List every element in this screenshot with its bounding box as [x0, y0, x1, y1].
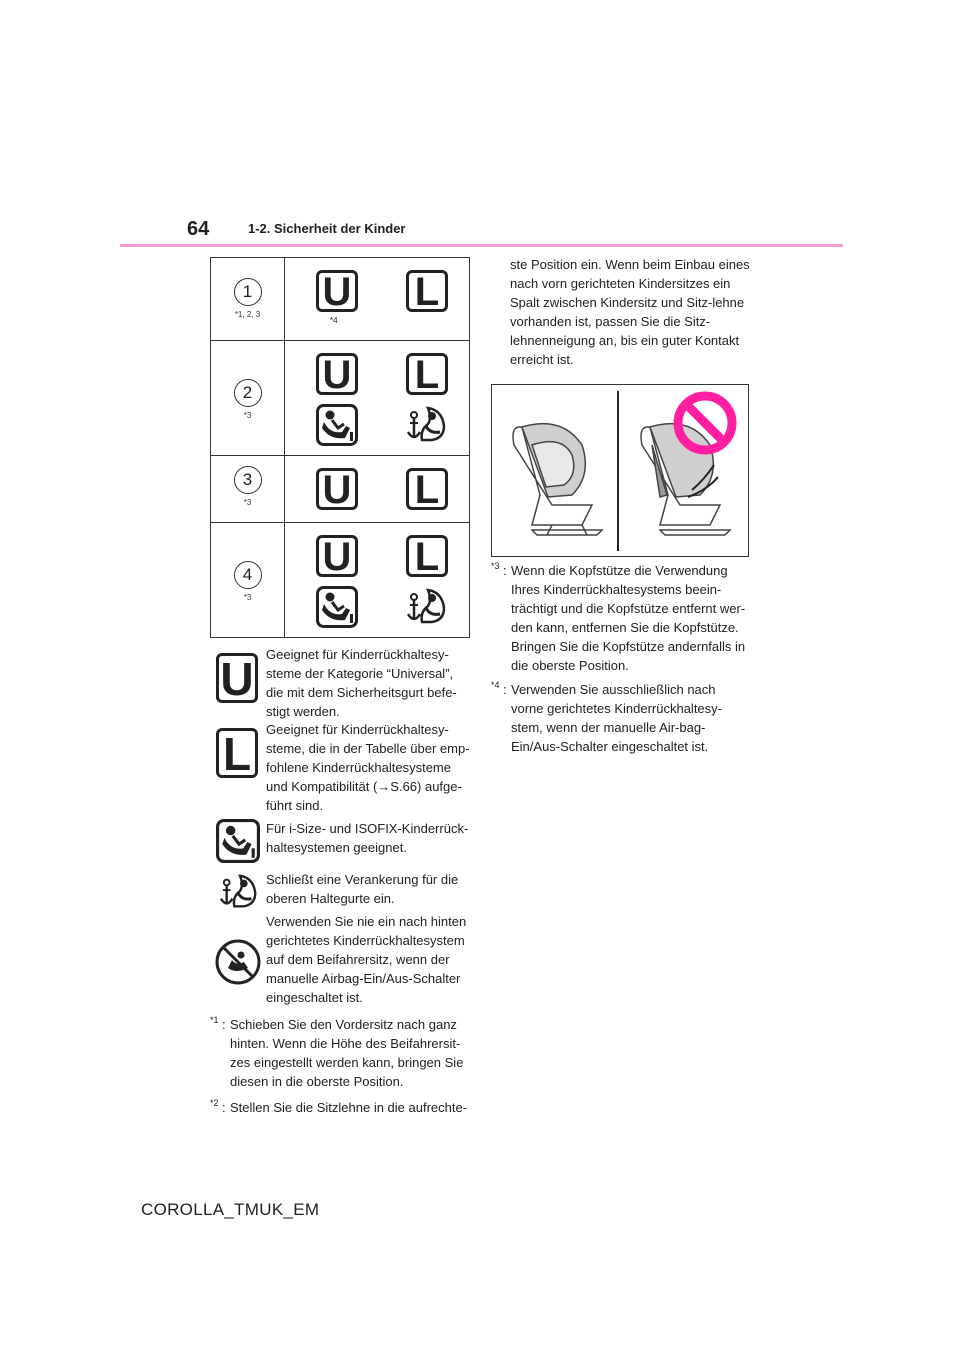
prohibited-rear-facing-seat-icon: [214, 938, 262, 986]
footnote-mark: *3: [491, 561, 500, 571]
legend-prohibited-text: Verwenden Sie nie ein nach hinten gerichtetes Kinderrückhaltesystem auf dem Beifahrersitz, wenn der manuelle Airbag-Ein/Aus-Schalter eingeschaltet ist.: [266, 914, 467, 1005]
position-cell: [211, 258, 285, 341]
icon-cell: [285, 258, 470, 341]
l-category-icon: L: [216, 728, 258, 778]
table-row: [211, 341, 470, 456]
legend-prohibited: [212, 912, 468, 1012]
seat-position-table: [210, 257, 470, 638]
footnote-1: [210, 1015, 475, 1091]
l-category-icon: L: [406, 353, 448, 395]
position-number: 2: [234, 379, 262, 407]
universal-u-icon: U: [316, 270, 358, 312]
universal-u-icon: U: [316, 353, 358, 395]
position-cell: [211, 456, 285, 523]
position-number: 3: [234, 466, 262, 494]
icon-cell: [285, 456, 470, 523]
footnote-text: Wenn die Kopfstütze die Verwendung Ihres Kinderrückhaltesystems beein-trächtigt und die Kopfstütze entfernt wer-den kann, entfernen Sie die Kopfstütze. Bringen Sie die Kopfstütze andernfalls in die oberste Position.: [511, 563, 746, 673]
table-row: [211, 456, 470, 523]
footnote-text: Schieben Sie den Vordersitz nach ganz hinten. Wenn die Höhe des Beifahrersit-zes eingestellt werden kann, bringen Sie diesen in die oberste Position.: [230, 1017, 464, 1089]
footnote-mark: *2: [210, 1098, 219, 1108]
footnote-4: [491, 680, 756, 760]
footnote-colon: :: [503, 563, 507, 578]
footnote-2-continued: ste Position ein. Wenn beim Einbau eines nach vorn gerichteten Kindersitzes ein Spalt zwischen Kindersitz und Sitz-lehne vorhanden ist, passen Sie die Sitz-lehnenneigung an, bis ein guter Kontakt erreicht ist.: [510, 257, 750, 367]
position-notes: *3: [243, 593, 252, 602]
icon-cell: [285, 341, 470, 456]
correct-seat-drawing: [513, 424, 602, 535]
isofix-child-seat-icon: [216, 819, 260, 863]
l-category-icon: L: [406, 270, 448, 312]
footnote-colon: :: [222, 1100, 226, 1115]
legend-l-category: [212, 720, 468, 815]
universal-u-icon: U: [316, 535, 358, 577]
l-category-icon: L: [406, 468, 448, 510]
header-rule: [120, 244, 843, 247]
legend-universal: [212, 645, 468, 720]
table-row: [211, 258, 470, 341]
position-notes: *3: [243, 498, 252, 507]
top-tether-anchor-icon: [218, 872, 262, 912]
footnote-mark: *4: [491, 680, 500, 690]
position-number: 1: [234, 278, 262, 306]
position-number: 4: [234, 561, 262, 589]
position-cell: [211, 341, 285, 456]
isofix-child-seat-icon: [316, 586, 358, 628]
footnote-colon: :: [503, 682, 507, 697]
footnote-3: [491, 561, 756, 677]
section-title: 1-2. Sicherheit der Kinder: [248, 221, 406, 236]
footnote-colon: :: [222, 1017, 226, 1032]
legend-l-text: Geeignet für Kinderrückhaltesy-steme, die in der Tabelle über emp-fohlene Kinderrückhaltesysteme und Kompatibilität (→S.66) aufge-führt sind.: [266, 722, 470, 813]
footnote-text: Verwenden Sie ausschließlich nach vorne gerichtetes Kinderrückhaltesy-stem, wenn der manuelle Air-bag-Ein/Aus-Schalter eingeschaltet ist.: [511, 682, 722, 754]
top-tether-anchor-icon: [406, 586, 450, 628]
legend-anchor-text: Schließt eine Verankerung für die oberen Haltegurte ein.: [266, 872, 459, 906]
page-number: 64: [187, 218, 210, 240]
icon-cell: [285, 523, 470, 638]
universal-u-icon: U: [316, 468, 358, 510]
position-cell: [211, 523, 285, 638]
legend-universal-text: Geeignet für Kinderrückhaltesy-steme der Kategorie “Universal”, die mit dem Sicherheitsgurt befe-stigt werden.: [266, 647, 457, 719]
position-notes: *3: [243, 411, 252, 420]
top-tether-anchor-icon: [406, 404, 450, 446]
child-seat-illustration: [492, 385, 748, 556]
icon-note: *4: [330, 316, 338, 325]
legend-anchor: [212, 870, 468, 915]
isofix-child-seat-icon: [316, 404, 358, 446]
footnote-2: [210, 1098, 475, 1118]
document-code: COROLLA_TMUK_EM: [141, 1200, 320, 1219]
l-category-icon: L: [406, 535, 448, 577]
seat-illustration: [491, 384, 749, 557]
legend-isofix-text: Für i-Size- und ISOFIX-Kinderrück-haltesystemen geeignet.: [266, 821, 469, 855]
universal-u-icon: U: [216, 653, 258, 703]
legend-isofix: [212, 819, 468, 867]
footnote-text: Stellen Sie die Sitzlehne in die aufrechte-: [230, 1100, 468, 1115]
table-row: [211, 523, 470, 638]
position-notes: *1, 2, 3: [234, 310, 261, 319]
footnote-mark: *1: [210, 1015, 219, 1025]
